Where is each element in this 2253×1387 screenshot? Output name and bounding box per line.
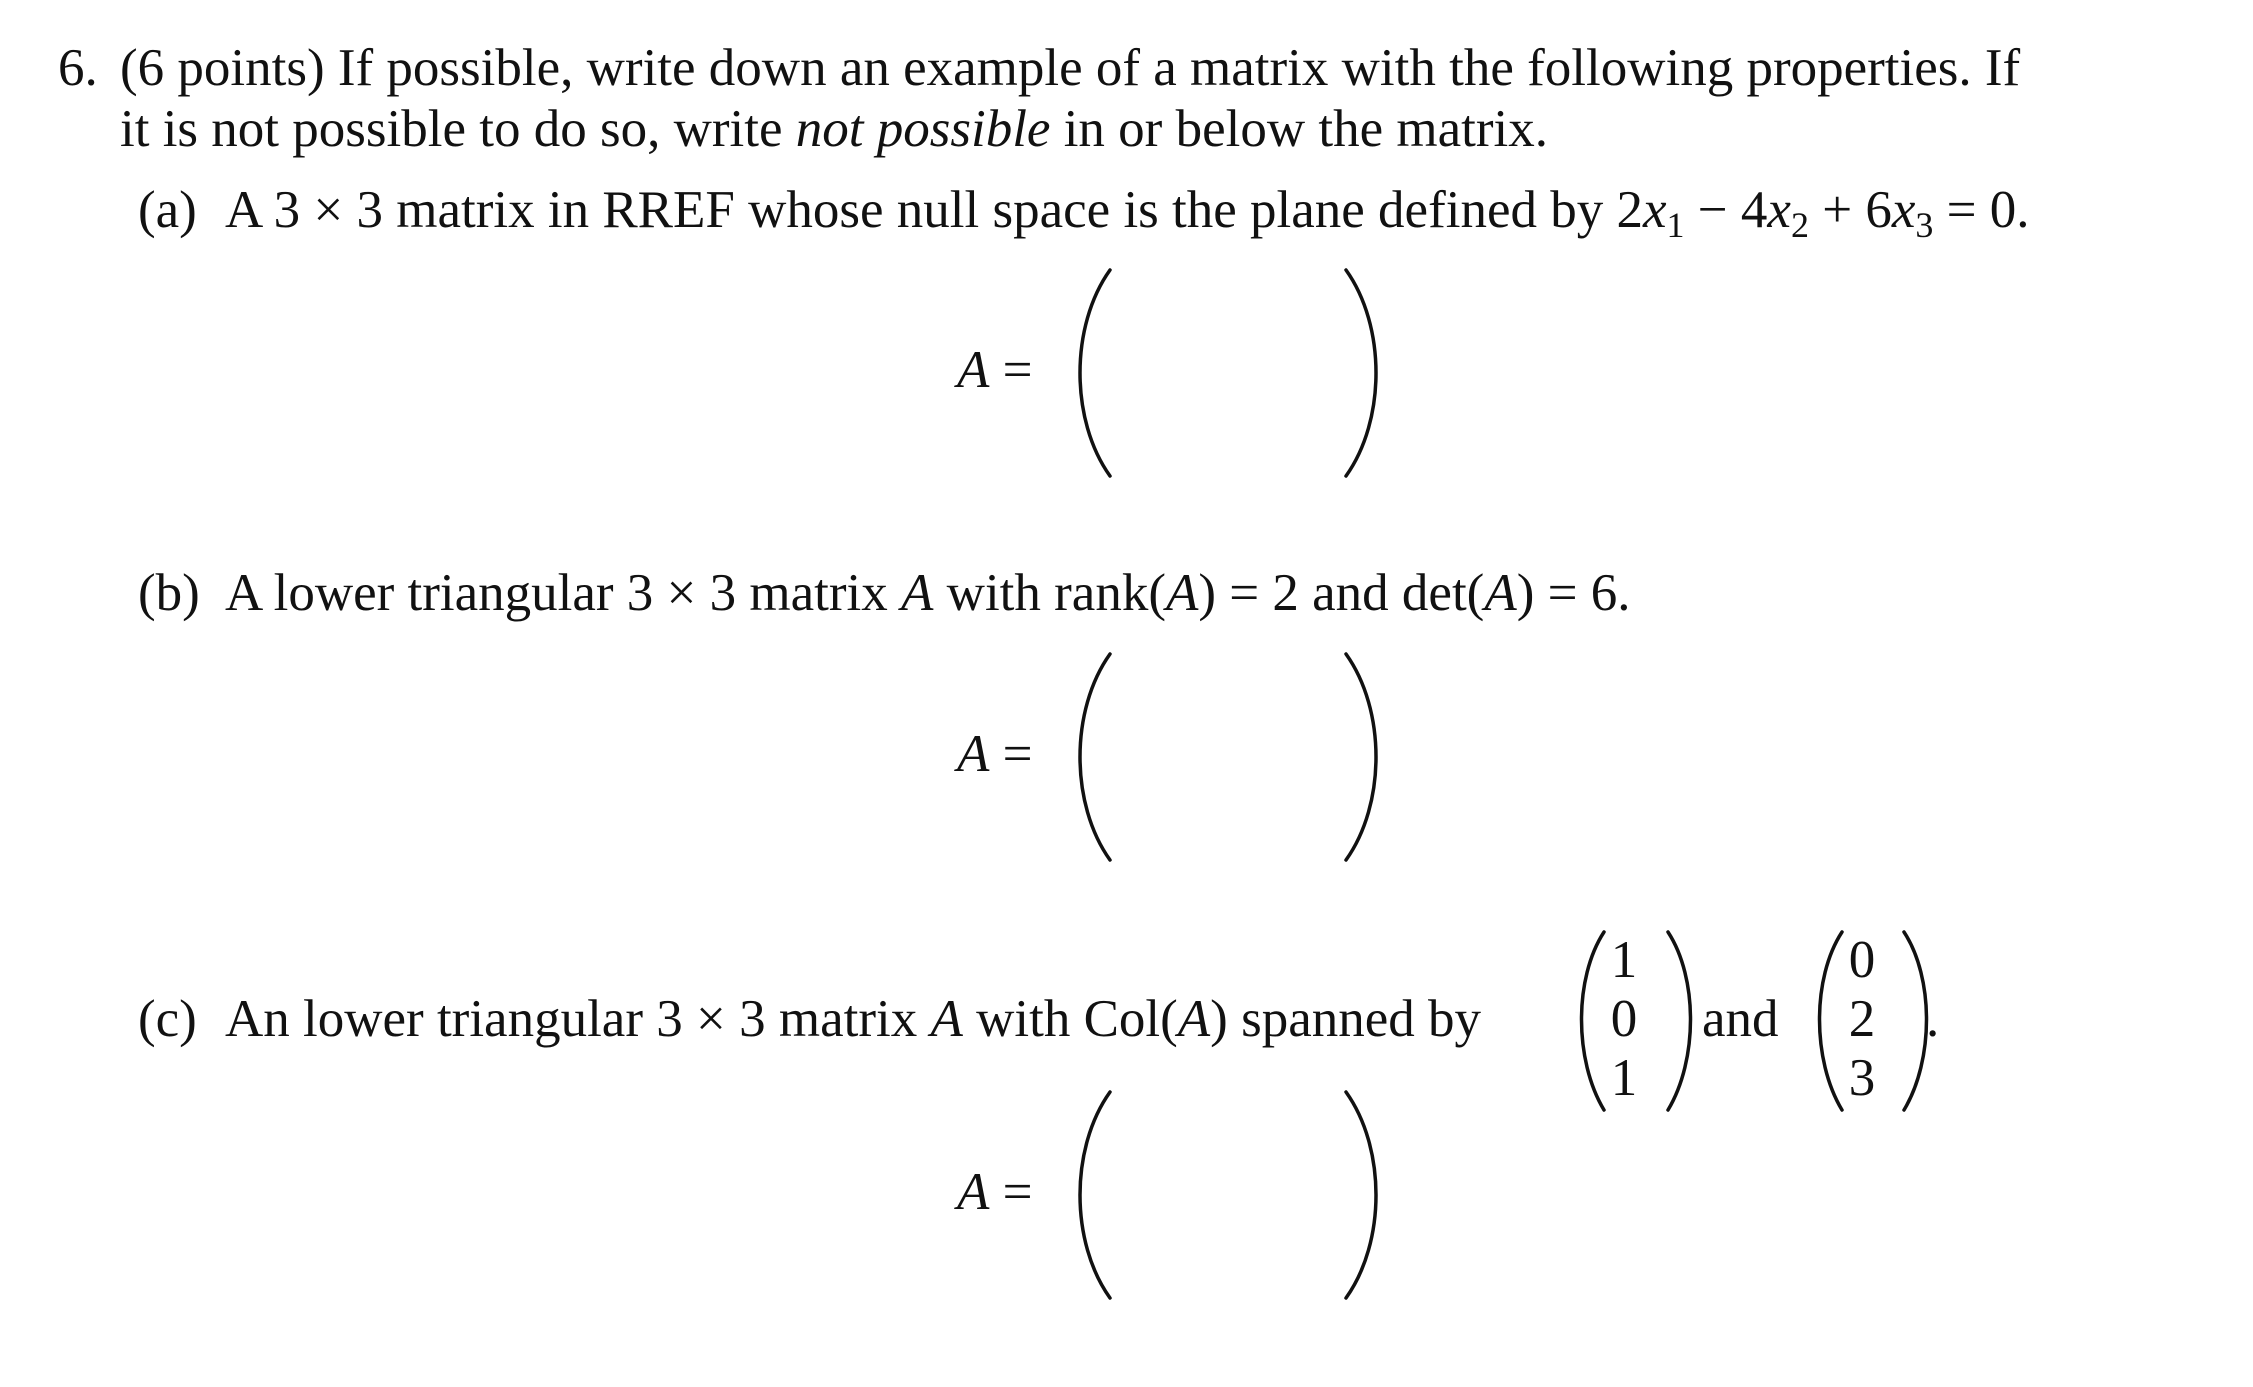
line2-text-pre: it is not possible to do so, write — [120, 100, 796, 158]
part-c-matrix-label — [957, 1163, 1033, 1221]
vector2-entry-3: 3 — [1848, 1049, 1876, 1107]
part-b-left-paren — [1066, 650, 1116, 864]
part-a-matrix-label — [957, 341, 1033, 399]
part-a-eq-sub3: 3 — [1915, 205, 1934, 245]
part-b-text-mid: with rank( — [933, 564, 1166, 622]
part-b-var-a2: A — [1165, 564, 1199, 622]
part-a-matrix-eq: = — [1002, 341, 1033, 399]
vector1-entry-1: 1 — [1610, 931, 1638, 989]
vector2-entry-2: 2 — [1848, 990, 1876, 1048]
part-a-text: A 3 × 3 matrix in RREF whose null space is the plane defined by — [225, 181, 1617, 239]
part-b-var-a: A — [901, 564, 934, 622]
part-a-matrix-var: A — [957, 341, 990, 399]
part-b-matrix-var: A — [957, 725, 990, 783]
vector1-entry-2: 0 — [1610, 990, 1638, 1048]
part-b-question — [225, 564, 1631, 622]
part-a-eq-var2: x — [1767, 181, 1791, 239]
part-b-label: (b) — [138, 564, 200, 622]
part-b-text: A lower triangular 3 × 3 matrix — [225, 564, 902, 622]
part-c-answer-area[interactable] — [1110, 1092, 1340, 1297]
part-a-label: (a) — [138, 181, 197, 239]
part-c-left-paren — [1066, 1088, 1116, 1302]
vector2-entry-1: 0 — [1848, 931, 1876, 989]
part-a-question — [225, 181, 2030, 245]
vector1-entry-3: 1 — [1610, 1049, 1638, 1107]
part-c-text-post: ) spanned by — [1210, 990, 1481, 1048]
part-c-right-paren — [1340, 1088, 1390, 1302]
part-b-matrix-label — [957, 725, 1033, 783]
part-a-eq-sub1: 1 — [1666, 205, 1685, 245]
vector1-right-paren — [1664, 928, 1700, 1114]
part-c-matrix-var: A — [957, 1163, 990, 1221]
part-a-eq-coef1: 2 — [1616, 181, 1643, 239]
problem-number: 6. — [58, 39, 98, 97]
part-c-question — [225, 990, 1481, 1048]
line2-text-post: in or below the matrix. — [1050, 100, 1548, 158]
part-a-eq-op2: + 6 — [1808, 181, 1892, 239]
part-b-text-post: ) = 6. — [1516, 564, 1631, 622]
part-b-matrix-eq: = — [1002, 725, 1033, 783]
part-c-text-mid: with Col( — [962, 990, 1178, 1048]
part-a-eq-var1: x — [1642, 181, 1667, 239]
part-c-text: An lower triangular 3 × 3 matrix — [225, 990, 931, 1048]
problem-statement-line2 — [120, 100, 1548, 158]
line2-italic-phrase: not possible — [795, 100, 1051, 158]
part-c-var-a2: A — [1177, 990, 1211, 1048]
part-c-label: (c) — [138, 990, 197, 1048]
part-b-answer-area[interactable] — [1110, 655, 1340, 860]
part-a-left-paren — [1066, 266, 1116, 480]
part-c-end-period: . — [1926, 990, 1940, 1048]
part-a-eq-op1: − 4 — [1684, 181, 1768, 239]
part-c-matrix-eq: = — [1002, 1163, 1033, 1221]
part-b-var-a3: A — [1484, 564, 1517, 622]
part-a-answer-area[interactable] — [1110, 270, 1340, 475]
part-a-eq-sub2: 2 — [1790, 205, 1809, 245]
problem-statement-line1: (6 points) If possible, write down an example of a matrix with the following properties. If — [120, 39, 2021, 97]
part-a-eq-var3: x — [1891, 181, 1916, 239]
part-a-right-paren — [1340, 266, 1390, 480]
part-a-eq-rhs: = 0. — [1933, 181, 2030, 239]
part-c-var-a: A — [930, 990, 963, 1048]
part-b-text-mid2: ) = 2 and det( — [1198, 564, 1485, 622]
part-c-and: and — [1702, 990, 1779, 1048]
part-b-right-paren — [1340, 650, 1390, 864]
